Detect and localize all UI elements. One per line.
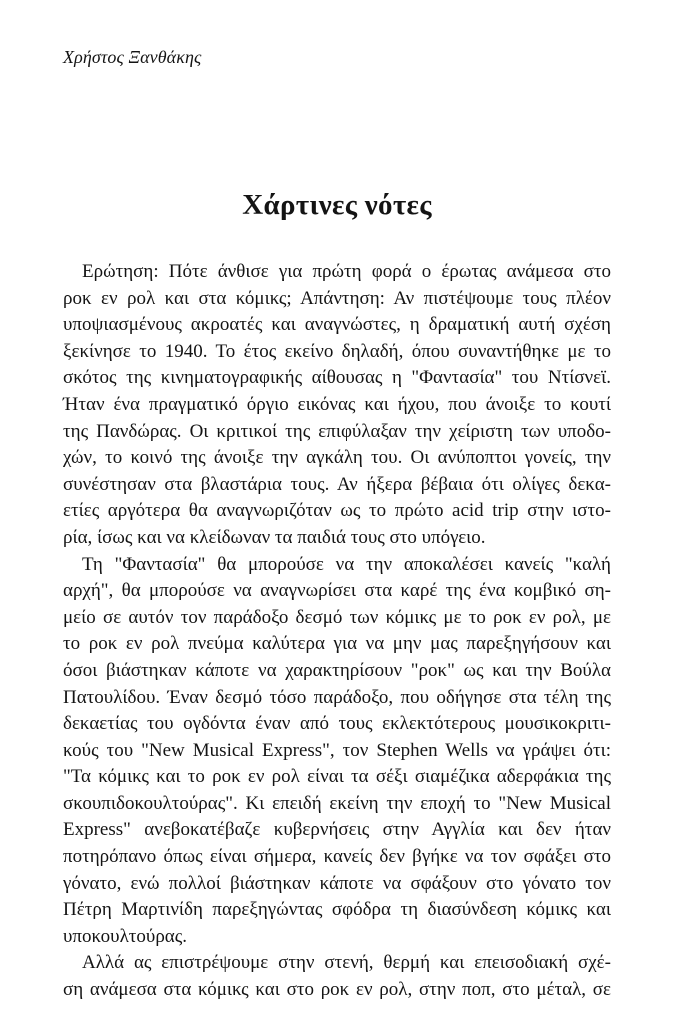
text-line: υποψιασμένους ακροατές και αναγνώστες, η δραματική αυτή σχέση [63, 314, 611, 336]
text-line: Αλλά ας επιστρέψουμε στην στενή, θερμή και επεισοδιακή σχέ- [82, 952, 611, 974]
text-line: ροκ εν ρολ και στα κόμικς; Απάντηση: Αν πιστέψουμε τους πλέον [63, 287, 611, 309]
text-line: κούς του "New Musical Express", τον Stephen Wells να γράψει ότι: [63, 739, 611, 761]
text-line: της Πανδώρας. Οι κριτικοί της επιφύλαξαν την χείριστη των υποδο- [63, 420, 611, 442]
paragraph-1 [63, 259, 611, 552]
text-line: Ήταν ένα πραγματικό όργιο εικόνας και ήχου, που άνοιξε το κουτί [63, 393, 611, 415]
text-line: σκουπιδοκουλτούρας". Κι επειδή εκείνη την εποχή το "New Musical [63, 792, 611, 814]
text-line: μείο σε αυτόν τον παράδοξο δεσμό των κόμικς με το ροκ εν ρολ, με [63, 606, 611, 628]
text-line: συνέστησαν στα βλαστάρια τους. Αν ήξερα βέβαια ότι ολίγες δεκα- [63, 473, 611, 495]
text-line: ρία, ίσως και να κλείδωναν τα παιδιά τους στο υπόγειο. [63, 526, 486, 548]
text-line: ποτηρόπανο όπως είναι σήμερα, κανείς δεν βγήκε να τον σφάξει στο [63, 846, 611, 868]
text-line: το ροκ εν ρολ πνεύμα καλύτερα για να μην μας παρεξηγήσουν και [63, 633, 611, 655]
text-line: ση ανάμεσα στα κόμικς και στο ροκ εν ρολ, στην ποπ, στο μέταλ, σε [63, 979, 611, 1001]
text-line: "Τα κόμικς και το ροκ εν ρολ είναι τα σέξι σιαμέζικα αδερφάκια της [63, 766, 611, 788]
text-line: ετίες αργότερα θα αναγνωριζόταν ως το πρώτο acid trip στην ιστο- [63, 500, 611, 522]
text-line: αρχή", θα μπορούσε να αναγνωρίσει στα καρέ της ένα κομβικό ση- [63, 580, 611, 602]
text-line: σκότος της κινηματογραφικής αίθουσας η "Φαντασία" του Ντίσνεϊ. [63, 367, 611, 389]
text-line: ξεκίνησε το 1940. Το έτος εκείνο δηλαδή, όπου συναντήθηκε με το [63, 340, 611, 362]
text-line: γόνατο, ενώ πολλοί βιάστηκαν κάποτε να σφάξουν στο γόνατο τον [63, 872, 611, 894]
chapter-title: Χάρτινες νότες [242, 189, 432, 221]
text-line: υποκουλτούρας. [63, 925, 188, 947]
text-line: Τη "Φαντασία" θα μπορούσε να την αποκαλέσει κανείς "καλή [82, 553, 611, 575]
text-line: Express" ανεβοκατέβαζε κυβερνήσεις στην Αγγλία και δεν ήταν [63, 819, 611, 841]
text-line: δεκαετίας του ογδόντα έναν από τους εκλεκτότερους μουσικοκριτι- [63, 713, 611, 735]
text-line: Ερώτηση: Πότε άνθισε για πρώτη φορά ο έρωτας ανάμεσα στο [82, 261, 611, 282]
paragraph-2 [63, 552, 611, 951]
text-line: χών, το κοινό της άνοιξε την αγκάλη του. Οι ανύποπτοι γονείς, την [63, 447, 611, 469]
paragraph-3 [63, 950, 611, 1003]
text-line: Πέτρη Μαρτινίδη παρεξηγώντας σφόδρα τη διασύνδεση κόμικς και [63, 899, 611, 921]
running-header-author: Χρήστος Ξανθάκης [63, 47, 202, 67]
text-line: όσοι βιάστηκαν κάποτε να χαρακτηρίσουν "ροκ" ως και την Βούλα [63, 659, 611, 681]
text-body [63, 259, 611, 1004]
text-line: Πατουλίδου. Έναν δεσμό τόσο παράδοξο, που οδήγησε στα τέλη της [63, 686, 611, 708]
